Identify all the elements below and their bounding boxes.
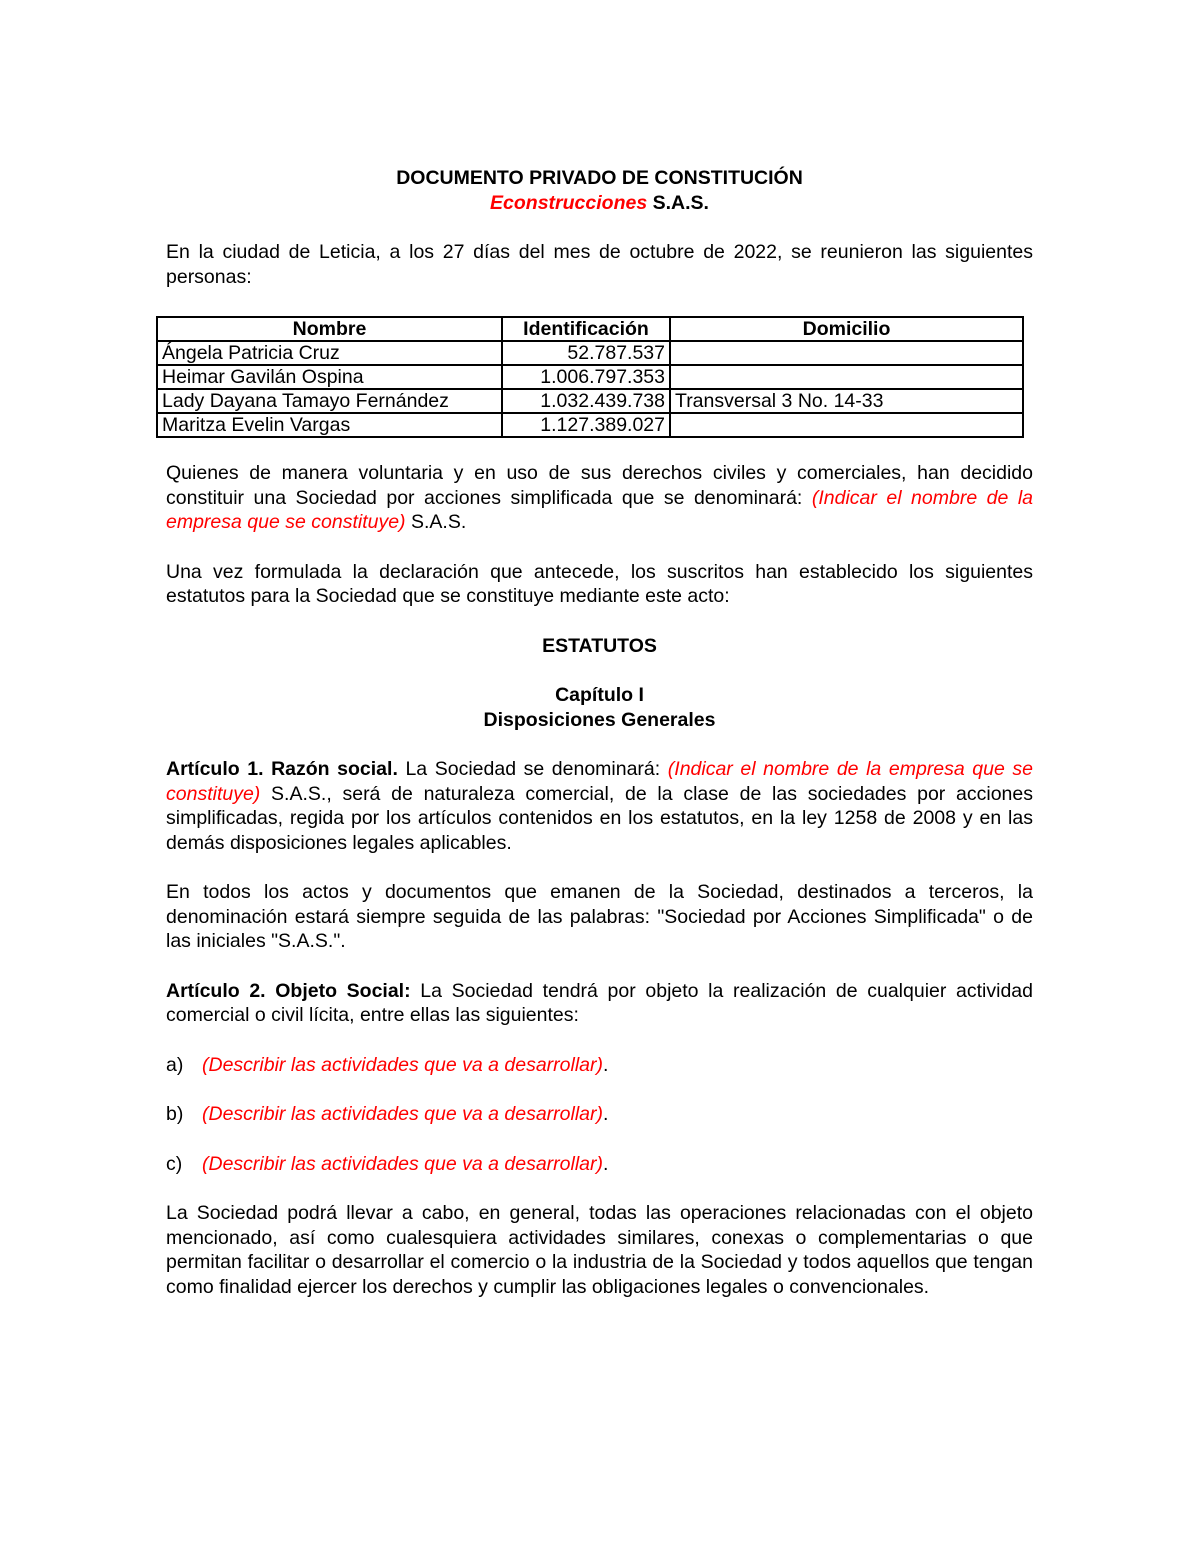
list-item-letter: b) xyxy=(166,1103,184,1125)
header-address: Domicilio xyxy=(670,317,1023,341)
document-title: DOCUMENTO PRIVADO DE CONSTITUCIÓN xyxy=(396,167,803,189)
list-item-end: . xyxy=(603,1053,609,1076)
estatutos-heading: ESTATUTOS xyxy=(542,634,657,657)
cell-name: Maritza Evelin Vargas xyxy=(157,413,502,437)
table-header-row xyxy=(157,317,1023,341)
list-item-end: . xyxy=(603,1152,609,1175)
intro-paragraph: En la ciudad de Leticia, a los 27 días del mes de octubre de 2022, se reunieron las siguientes personas: xyxy=(166,241,1033,288)
list-item-text xyxy=(202,1102,608,1127)
list-item-letter: a) xyxy=(166,1053,184,1076)
una-vez-paragraph: Una vez formulada la declaración que antecede, los suscritos han establecido los siguientes estatutos para la Sociedad que se constituye mediante este acto: xyxy=(166,560,1033,607)
cell-address: Transversal 3 No. 14-33 xyxy=(670,389,1023,413)
article-2-text: La Sociedad tendrá por objeto la realización de cualquier actividad comercial o civil lícita, entre ellas las siguientes: xyxy=(166,979,1034,1026)
quienes-paragraph xyxy=(166,461,1033,535)
article-2-closing: La Sociedad podrá llevar a cabo, en general, todas las operaciones relacionadas con el objeto mencionado, así como cualesquiera actividades similares, conexas o complementarias o que permitan facilitar o desarrollar el comercio o la industria de la Sociedad y todos aquellos que tengan como finalidad ejercer los derechos y cumplir las obligaciones legales o convencionales. xyxy=(166,1202,1033,1298)
list-item-end: . xyxy=(603,1103,609,1125)
quienes-suffix: S.A.S. xyxy=(405,511,467,533)
article-2 xyxy=(166,979,1033,1028)
article-1-placeholder: (Indicar el nombre de la empresa que se constituye) xyxy=(166,758,1034,805)
title-block xyxy=(166,166,1033,215)
company-line xyxy=(166,191,1033,216)
cell-id: 1.006.797.353 xyxy=(502,365,670,389)
header-id: Identificación xyxy=(502,317,670,341)
header-name: Nombre xyxy=(157,317,502,341)
list-item xyxy=(166,1053,1033,1078)
cell-name: Heimar Gavilán Ospina xyxy=(157,365,502,389)
list-item xyxy=(166,1152,1033,1177)
article-1-text-before: La Sociedad se denominará: xyxy=(397,758,668,780)
cell-name: Lady Dayana Tamayo Fernández xyxy=(157,389,502,413)
document-page xyxy=(162,166,1034,1299)
article-1-label: Artículo 1. Razón social. xyxy=(166,758,398,780)
activity-placeholder: (Describir las actividades que va a desarrollar) xyxy=(202,1103,603,1125)
article-2-label: Artículo 2. Objeto Social: xyxy=(166,979,411,1002)
article-1 xyxy=(166,757,1033,855)
table-row xyxy=(157,389,1023,413)
company-placeholder: (Indicar el nombre de la empresa que se constituye) xyxy=(166,486,1034,533)
company-name: Econstrucciones xyxy=(490,191,648,214)
people-table xyxy=(156,316,1024,438)
cell-name: Ángela Patricia Cruz xyxy=(157,341,502,365)
cell-address xyxy=(670,413,1023,437)
quienes-text: Quienes de manera voluntaria y en uso de sus derechos civiles y comerciales, han decidido constituir una Sociedad por acciones simplificada que se denominará: xyxy=(166,462,1033,509)
cell-id: 1.127.389.027 xyxy=(502,413,670,437)
article-1-text-after: S.A.S., será de naturaleza comercial, de la clase de las sociedades por acciones simplificadas, regida por los artículos contenidos en los estatutos, en la ley 1258 de 2008 y en las demás disposiciones legales aplicables. xyxy=(166,782,1033,854)
cell-id: 52.787.537 xyxy=(502,341,670,365)
list-item-text xyxy=(202,1152,608,1177)
list-item xyxy=(166,1102,1033,1127)
company-suffix: S.A.S. xyxy=(647,191,709,214)
table-row xyxy=(157,341,1023,365)
chapter-title: Disposiciones Generales xyxy=(483,708,716,731)
table-row xyxy=(157,413,1023,437)
cell-address xyxy=(670,365,1023,389)
article-1-paragraph-2: En todos los actos y documentos que emanen de la Sociedad, destinados a terceros, la denominación estará siempre seguida de las palabras: "Sociedad por Acciones Simplificada" o de las iniciales "S.A.S.". xyxy=(166,881,1033,952)
cell-id: 1.032.439.738 xyxy=(502,389,670,413)
activity-placeholder: (Describir las actividades que va a desarrollar) xyxy=(202,1152,603,1175)
activity-placeholder: (Describir las actividades que va a desarrollar) xyxy=(202,1053,603,1076)
table-row xyxy=(157,365,1023,389)
cell-address xyxy=(670,341,1023,365)
list-item-letter: c) xyxy=(166,1152,183,1175)
chapter-heading: Capítulo I xyxy=(555,684,644,706)
list-item-text xyxy=(202,1053,608,1078)
